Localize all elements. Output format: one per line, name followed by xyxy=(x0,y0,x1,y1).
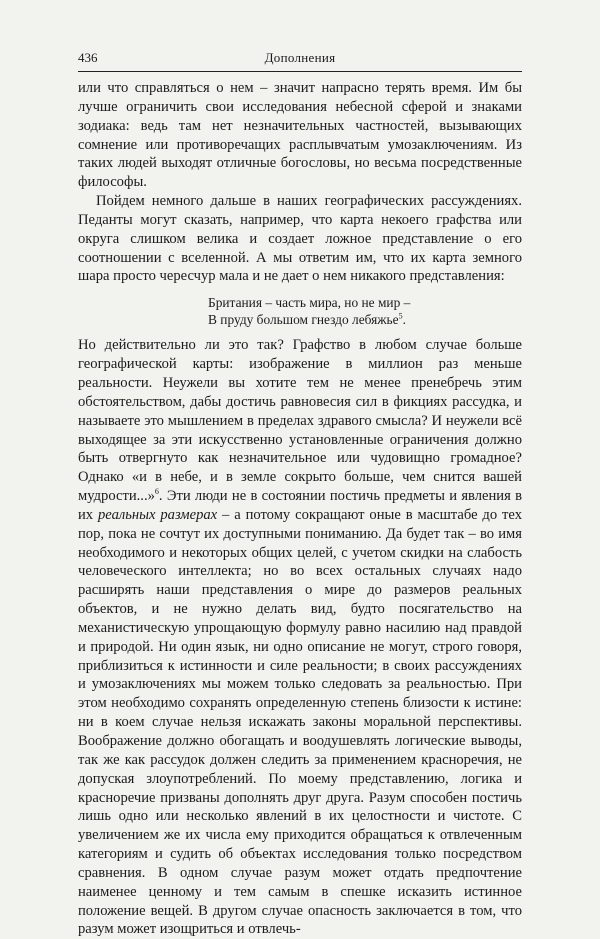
page-header xyxy=(78,50,522,70)
paragraph-3-part-2: . Эти люди не в состоянии постичь предметы и явления в их xyxy=(78,488,522,523)
running-title: Дополнения xyxy=(264,50,336,65)
verse-line-1: Британия – часть мира, но не мир – xyxy=(208,295,411,311)
verse-line-2-text: В пруду большом гнездо лебяжье xyxy=(208,312,399,328)
footnote-ref-5: 5 xyxy=(398,311,403,321)
paragraph-3 xyxy=(78,336,522,939)
verse-line-2 xyxy=(208,311,522,328)
paragraph-1: или что справляться о нем – значит напрасно терять время. Им бы лучше ограничить свои исследования небесной сферой и знаками зодиака: ведь там нет незначительных частностей, вызывающих сомнение или противоречащих расплывчатым умозаключениям. Из таких людей выходят отличные богословы, но весьма посредственные философы. xyxy=(78,80,522,191)
page-number: 436 xyxy=(78,50,98,65)
paragraph-3-part-3: – а потому сокращают оные в масштабе до тех пор, пока не сочтут их доступными пониманию. Да будет так – во имя необходимого и некоторых общих целей, с учетом скидки на слабость человеческого интеллекта; но во всех остальных случаях надо расширять наши представления о мире до размеров реальных объектов, и не нужно делать вид, будто посягательство на механистическую упрощающую формулу равно насилию над правдой и природой. Ни один язык, ни одно описание не могут, строго говоря, приблизиться к истинности и силе реальности; в своих рассуждениях и умозаключениях мы можем только следовать за реальностью. При этом необходимо сохранять определенную степень близости к истине: ни в коем случае нельзя искажать законы моральной перспективы. Воображение должно обогащать и воодушевлять логические выводы, так же как рассудок должен следить за применением красноречия, не допуская злоупотреблений. По моему представлению, логика и красноречие призваны дополнять друг друга. Разум способен постичь лишь одно или несколько явлений в их целостности и чистоте. С увеличением же их числа ему приходится обращаться к отвлеченным категориям и судить об объектах исследования только посредством сравнения. В одном случае разум может отдать предпочтение наименее ценному и тем самым в спешке исказить истинное положение вещей. В другом случае опасность заключается в том, что разум может изощриться и отвлечь- xyxy=(78,506,522,938)
verse-quote xyxy=(208,294,522,328)
header-rule xyxy=(78,71,522,72)
emphasis-real-sizes: реальных размерах xyxy=(98,506,218,523)
verse-line-2-end: . xyxy=(402,312,406,328)
body-text xyxy=(78,79,522,939)
footnote-ref-6: 6 xyxy=(154,487,159,497)
paragraph-3-part-1: Но действительно ли это так? Графство в любом случае больше географической карты: изображение в миллион раз меньше реальности. Неужели вы хотите тем не менее пренебречь этим обстоятельством, дабы достичь равновесия сил в фикциях рассудка, и называете это мышлением в пределах здравого смысла? И неужели всё выходящее за эти искусственно установленные ограничения должно быть отвергнуто как незначительное или чудовищно громадное? Однако «и в небе, и в земле сокрыто больше, чем снится вашей мудрости...» xyxy=(78,337,522,505)
paragraph-2: Пойдем немного дальше в наших географических рассуждениях. Педанты могут сказать, например, что карта некоего графства или округа слишком велика и создает ложное представление о его соотношении с вселенной. А мы ответим им, что их карта земного шара просто чересчур мала и не дает о нем никакого представления: xyxy=(78,193,522,285)
